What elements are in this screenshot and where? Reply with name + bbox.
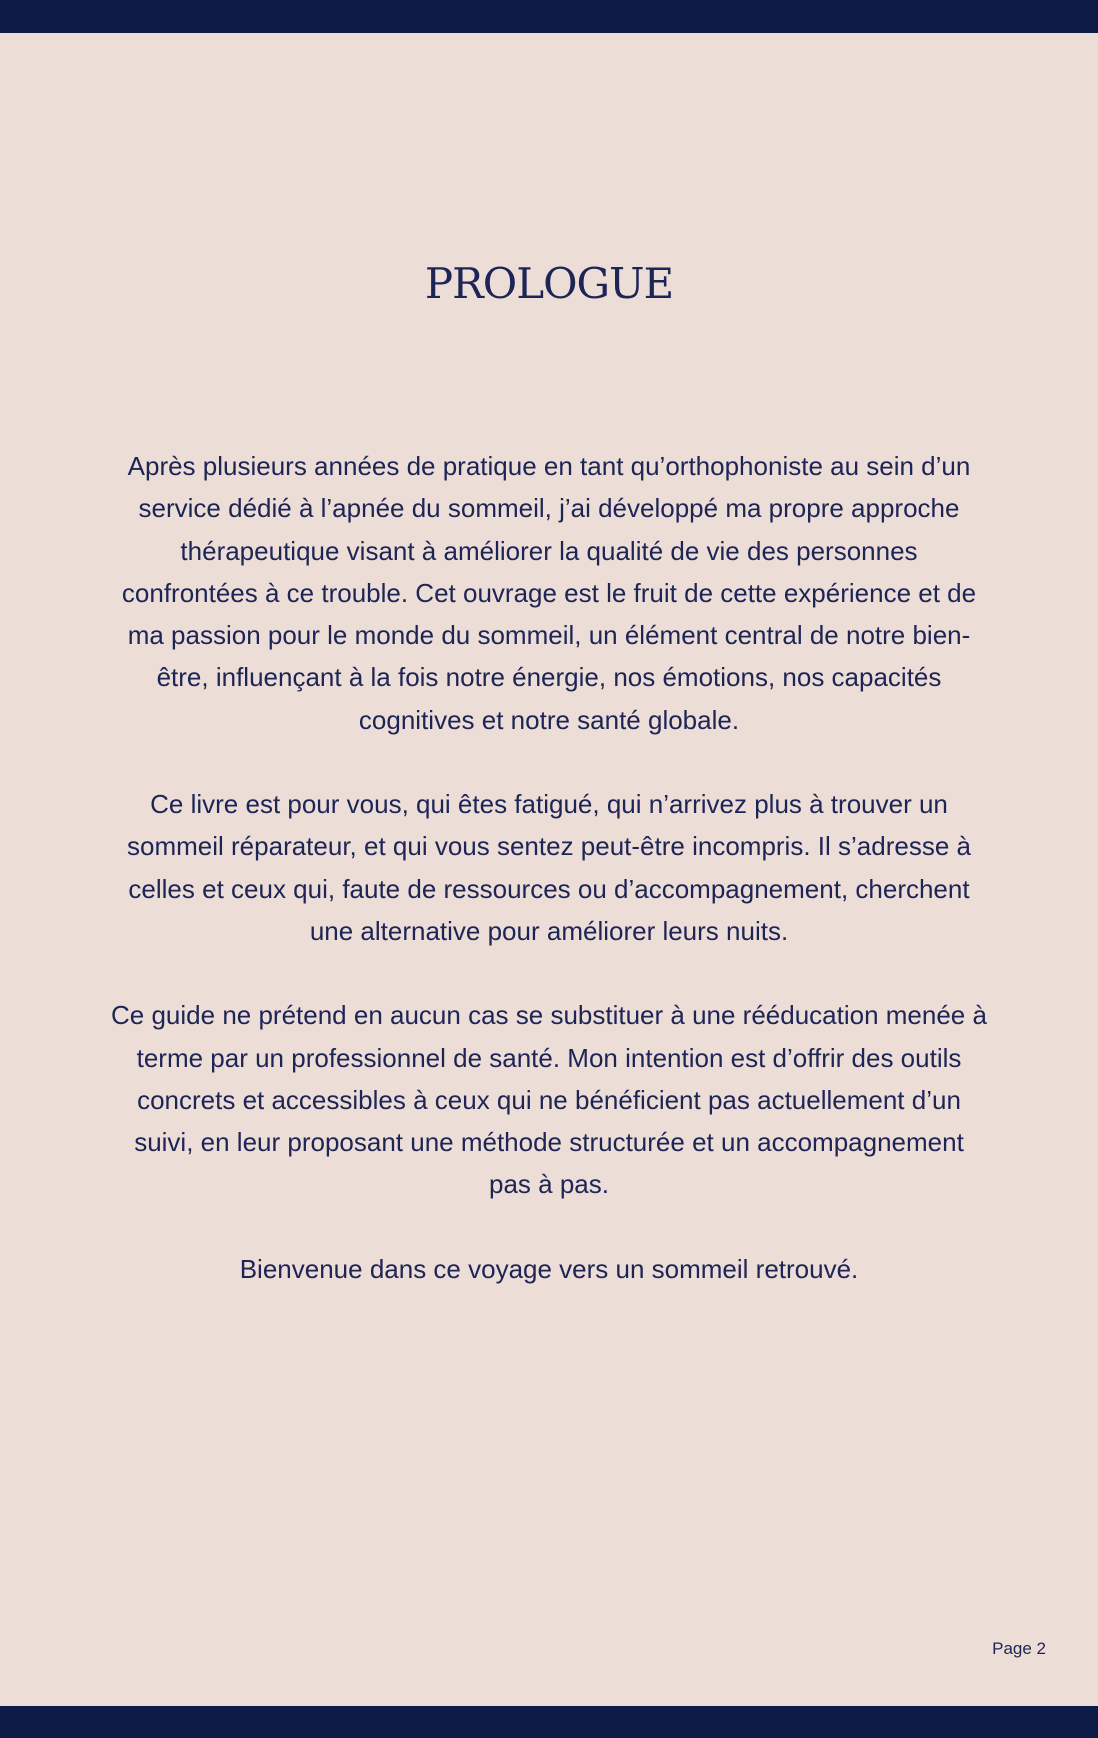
prologue-body <box>110 445 988 1332</box>
paragraph-3: Ce guide ne prétend en aucun cas se substituer à une rééducation menée à terme par un professionnel de santé. Mon intention est d’offrir des outils concrets et accessibles à ceux qui ne bénéficient pas actuellement d’un suivi, en leur proposant une méthode structurée et un accompagnement pas à pas. <box>111 1000 987 1200</box>
paragraph-2: Ce livre est pour vous, qui êtes fatigué, qui n’arrivez plus à trouver un sommeil réparateur, et qui vous sentez peut-être incompris. Il s’adresse à celles et ceux qui, faute de ressources ou d’accompagnement, cherchent une alternative pour améliorer leurs nuits. <box>127 789 971 946</box>
bottom-band <box>0 1706 1098 1738</box>
page-number: Page 2 <box>992 1639 1046 1658</box>
paragraph-1: Après plusieurs années de pratique en tant qu’orthophoniste au sein d’un service dédié à l’apnée du sommeil, j’ai développé ma propre approche thérapeutique visant à améliorer la qualité de vie des personnes confrontées à ce trouble. Cet ouvrage est le fruit de cette expérience et de ma passion pour le monde du sommeil, un élément central de notre bien-être, influençant à la fois notre énergie, nos émotions, nos capacités cognitives et notre santé globale. <box>121 451 977 735</box>
closing-line: Bienvenue dans ce voyage vers un sommeil retrouvé. <box>239 1253 859 1284</box>
page-title: PROLOGUE <box>424 259 674 308</box>
top-band <box>0 0 1098 33</box>
